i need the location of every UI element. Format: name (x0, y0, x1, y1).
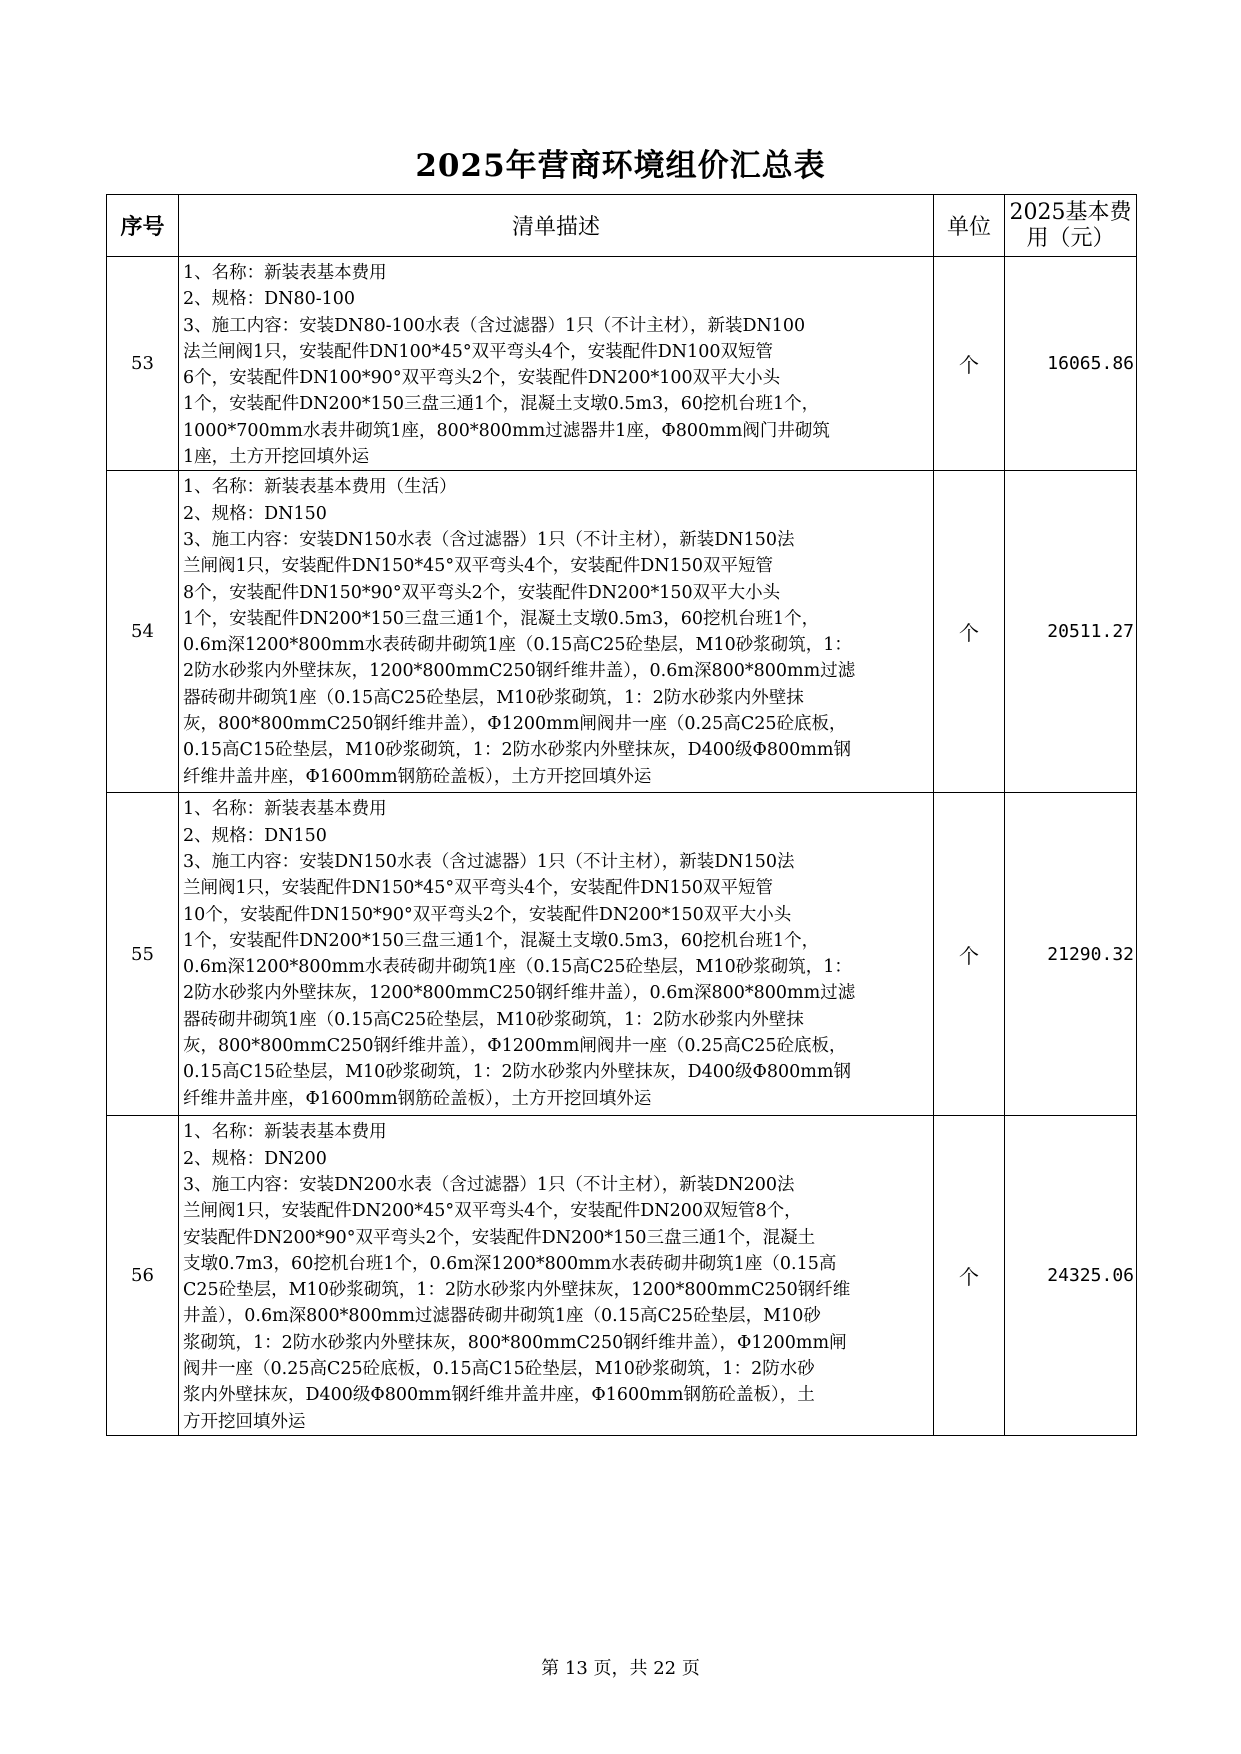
row-seq: 56 (107, 1116, 179, 1436)
row-description (179, 471, 934, 793)
description-line: 纤维井盖井座，Φ1600mm钢筋砼盖板），土方开挖回填外运 (183, 1088, 652, 1109)
table-row (107, 793, 1137, 1116)
description-line: 1个，安装配件DN200*150三盘三通1个，混凝土支墩0.5m3，60挖机台班1个， (183, 608, 820, 629)
header-seq: 序号 (107, 195, 179, 257)
row-unit: 个 (934, 1116, 1005, 1436)
price-summary-table (106, 194, 1137, 1436)
description-line: 2、规格：DN80-100 (183, 289, 356, 310)
header-desc: 清单描述 (179, 195, 934, 257)
row-description (179, 257, 934, 471)
description-line: 兰闸阀1只，安装配件DN150*45°双平弯头4个，安装配件DN150双平短管 (183, 878, 774, 899)
description-line: 0.15高C15砼垫层，M10砂浆砌筑，1：2防水砂浆内外壁抹灰，D400级Φ800mm钢 (183, 1062, 851, 1083)
description-line: 3、施工内容：安装DN200水表（含过滤器）1只（不计主材），新装DN200法 (183, 1174, 795, 1195)
header-unit: 单位 (934, 195, 1005, 257)
row-unit: 个 (934, 257, 1005, 471)
description-line: 3、施工内容：安装DN80-100水表（含过滤器）1只（不计主材），新装DN100 (183, 315, 806, 336)
description-line: 支墩0.7m3，60挖机台班1个，0.6m深1200*800mm水表砖砌井砌筑1座（0.15高 (183, 1253, 837, 1274)
description-line: 灰，800*800mmC250钢纤维井盖），Φ1200mm闸阀井一座（0.25高C25砼底板， (183, 714, 847, 735)
description-line: 器砖砌井砌筑1座（0.15高C25砼垫层，M10砂浆砌筑，1：2防水砂浆内外壁抹 (183, 1009, 804, 1030)
description-line: 1座，土方开挖回填外运 (183, 447, 370, 468)
description-line: 方开挖回填外运 (183, 1411, 306, 1432)
table-body (107, 257, 1137, 1436)
description-line: 安装配件DN200*90°双平弯头2个，安装配件DN200*150三盘三通1个，混凝土 (183, 1227, 816, 1248)
row-seq: 55 (107, 793, 179, 1116)
description-line: 兰闸阀1只，安装配件DN200*45°双平弯头4个，安装配件DN200双短管8个， (183, 1201, 802, 1222)
row-seq: 53 (107, 257, 179, 471)
description-line: 2、规格：DN200 (183, 1148, 327, 1169)
description-line: 1、名称：新装表基本费用 (183, 1122, 387, 1143)
description-line: 2、规格：DN150 (183, 503, 327, 524)
description-line: 2、规格：DN150 (183, 825, 327, 846)
description-line: 浆砌筑，1：2防水砂浆内外壁抹灰，800*800mmC250钢纤维井盖），Φ1200mm闸 (183, 1332, 847, 1353)
row-description (179, 793, 934, 1116)
description-line: C25砼垫层，M10砂浆砌筑，1：2防水砂浆内外壁抹灰，1200*800mmC250钢纤维 (183, 1280, 851, 1301)
description-line: 10个，安装配件DN150*90°双平弯头2个，安装配件DN200*150双平大小头 (183, 904, 792, 925)
row-fee: 16065.86 (1005, 257, 1137, 471)
table-row (107, 257, 1137, 471)
description-line: 浆内外壁抹灰，D400级Φ800mm钢纤维井盖井座，Φ1600mm钢筋砼盖板），土 (183, 1385, 815, 1406)
description-line: 2防水砂浆内外壁抹灰，1200*800mmC250钢纤维井盖），0.6m深800*800mm过滤 (183, 983, 856, 1004)
description-line: 3、施工内容：安装DN150水表（含过滤器）1只（不计主材），新装DN150法 (183, 529, 795, 550)
table-header-row (107, 195, 1137, 257)
description-line: 3、施工内容：安装DN150水表（含过滤器）1只（不计主材），新装DN150法 (183, 851, 795, 872)
description-line: 器砖砌井砌筑1座（0.15高C25砼垫层，M10砂浆砌筑，1：2防水砂浆内外壁抹 (183, 687, 804, 708)
row-fee: 24325.06 (1005, 1116, 1137, 1436)
description-line: 1、名称：新装表基本费用 (183, 799, 387, 820)
description-line: 1000*700mm水表井砌筑1座，800*800mm过滤器井1座，Φ800mm阀门井砌筑 (183, 420, 830, 441)
description-line: 1个，安装配件DN200*150三盘三通1个，混凝土支墩0.5m3，60挖机台班1个， (183, 930, 820, 951)
description-line: 法兰闸阀1只，安装配件DN100*45°双平弯头4个，安装配件DN100双短管 (183, 341, 774, 362)
table-row (107, 471, 1137, 793)
row-unit: 个 (934, 793, 1005, 1116)
description-line: 6个，安装配件DN100*90°双平弯头2个，安装配件DN200*100双平大小头 (183, 368, 781, 389)
description-line: 2防水砂浆内外壁抹灰，1200*800mmC250钢纤维井盖），0.6m深800*800mm过滤 (183, 661, 856, 682)
description-line: 1、名称：新装表基本费用 (183, 263, 387, 283)
description-line: 纤维井盖井座，Φ1600mm钢筋砼盖板），土方开挖回填外运 (183, 766, 652, 787)
description-line: 8个，安装配件DN150*90°双平弯头2个，安装配件DN200*150双平大小头 (183, 582, 781, 603)
row-description (179, 1116, 934, 1436)
description-line: 1、名称：新装表基本费用（生活） (183, 477, 457, 498)
description-line: 兰闸阀1只，安装配件DN150*45°双平弯头4个，安装配件DN150双平短管 (183, 556, 774, 577)
row-seq: 54 (107, 471, 179, 793)
description-line: 0.6m深1200*800mm水表砖砌井砌筑1座（0.15高C25砼垫层，M10砂浆砌筑，1： (183, 635, 852, 656)
description-line: 0.6m深1200*800mm水表砖砌井砌筑1座（0.15高C25砼垫层，M10砂浆砌筑，1： (183, 957, 852, 978)
header-fee: 2025基本费用（元） (1005, 195, 1137, 257)
description-line: 阀井一座（0.25高C25砼底板，0.15高C15砼垫层，M10砂浆砌筑，1：2防水砂 (183, 1359, 815, 1380)
table-row (107, 1116, 1137, 1436)
row-fee: 21290.32 (1005, 793, 1137, 1116)
row-fee: 20511.27 (1005, 471, 1137, 793)
description-line: 灰，800*800mmC250钢纤维井盖），Φ1200mm闸阀井一座（0.25高C25砼底板， (183, 1036, 847, 1057)
description-line: 1个，安装配件DN200*150三盘三通1个，混凝土支墩0.5m3，60挖机台班1个， (183, 394, 820, 415)
page-footer: 第 13 页，共 22 页 (541, 1658, 700, 1679)
row-unit: 个 (934, 471, 1005, 793)
description-line: 井盖），0.6m深800*800mm过滤器砖砌井砌筑1座（0.15高C25砼垫层，M10砂 (183, 1306, 821, 1327)
page-title: 2025年营商环境组价汇总表 (415, 148, 826, 184)
description-line: 0.15高C15砼垫层，M10砂浆砌筑，1：2防水砂浆内外壁抹灰，D400级Φ800mm钢 (183, 740, 851, 761)
